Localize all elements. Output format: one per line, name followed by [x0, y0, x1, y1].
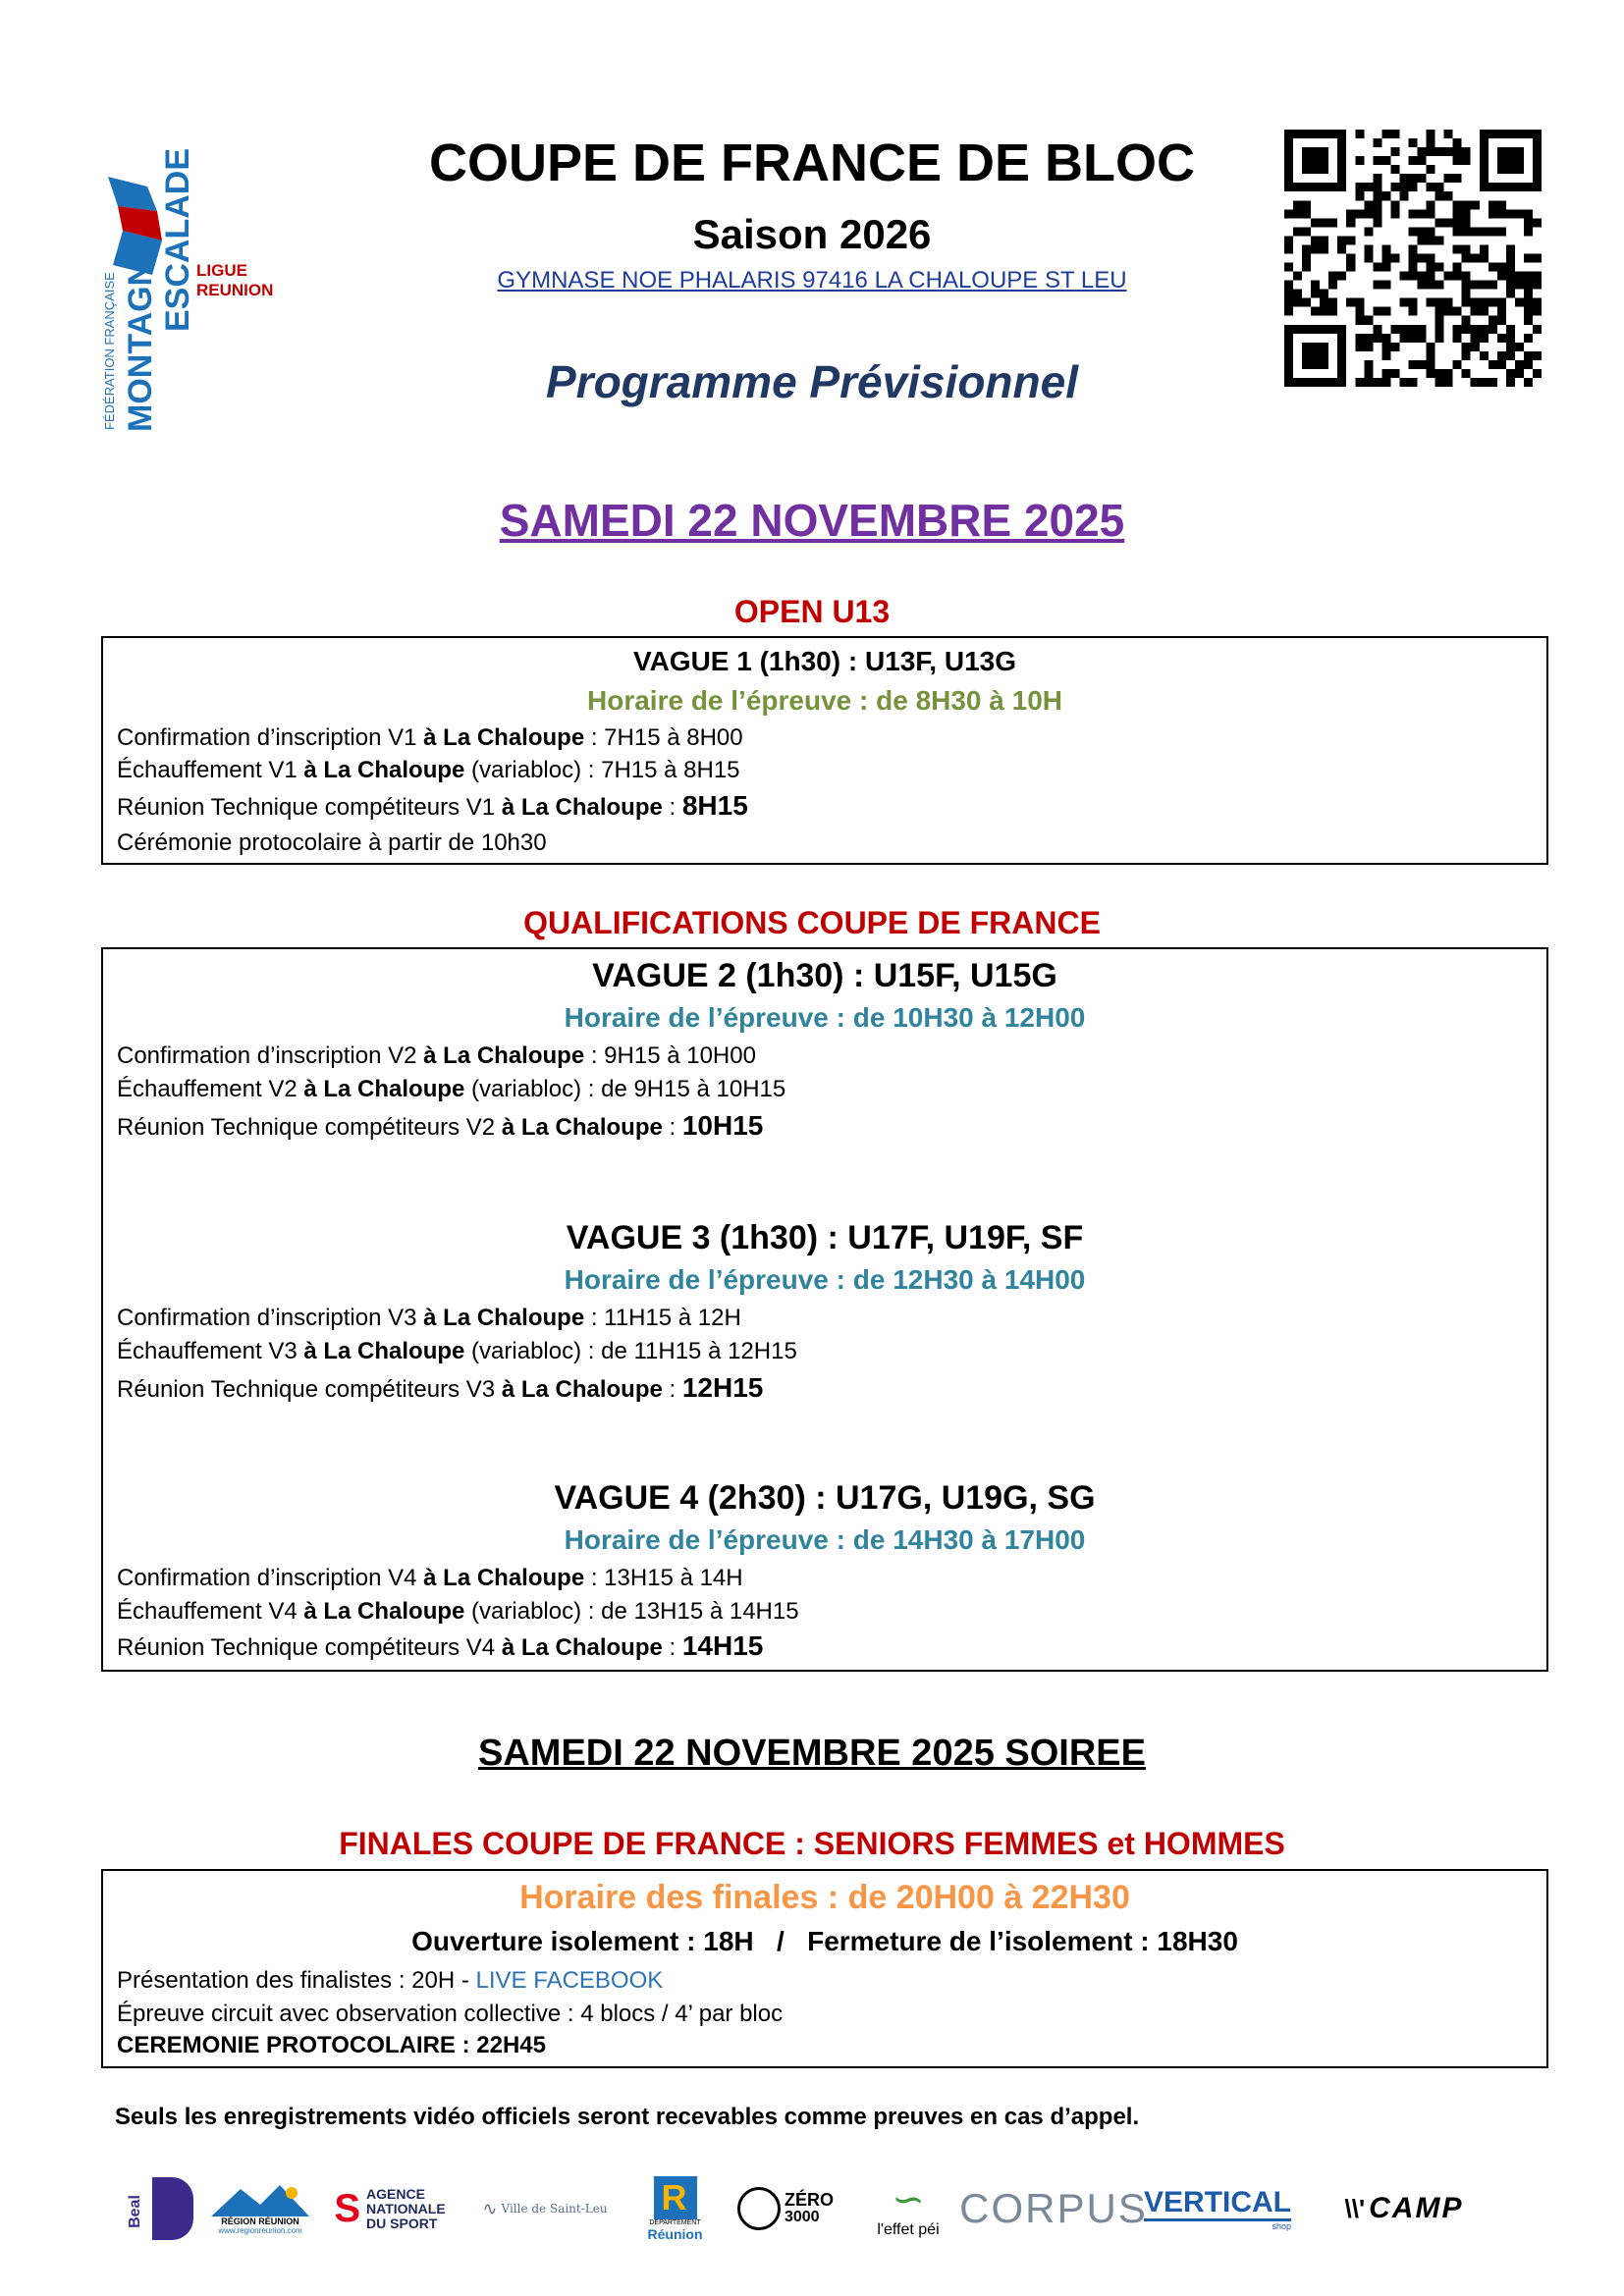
sponsor-corpus: CORPUS [959, 2185, 1148, 2231]
qr-module [1427, 343, 1435, 351]
wave-1-schedule: Horaire de l’épreuve : de 8H30 à 10H [587, 685, 1062, 716]
gecko-icon: ∽ [892, 2178, 925, 2221]
sponsor-zero-3000: ZÉRO 3000 [727, 2160, 844, 2258]
footer-note: Seuls les enregistrements vidéo officiels seront recevables comme preuves en cas d’appel. [115, 2104, 1140, 2130]
sponsor-saint-leu: ∿ Ville de Saint-Leu [482, 2198, 608, 2218]
zero-circle-icon [737, 2187, 781, 2230]
qr-module [1293, 298, 1302, 307]
mountain-icon [211, 2183, 309, 2216]
wave-3-line: Confirmation d’inscription V3 à La Chaloupe : 11H15 à 12H [117, 1305, 741, 1331]
qr-module [1381, 334, 1390, 343]
qr-module [1373, 334, 1381, 343]
qr-module [1444, 298, 1453, 307]
qr-module [1471, 334, 1480, 343]
qualifs-title: QUALIFICATIONS COUPE DE FRANCE [523, 905, 1101, 940]
qr-module [1497, 307, 1506, 316]
wave-3-title: VAGUE 3 (1h30) : U17F, U19F, SF [566, 1219, 1084, 1256]
qr-module [1390, 325, 1399, 334]
qr-module [1355, 334, 1364, 343]
qr-module [1506, 343, 1515, 351]
finales-ceremony-line: CEREMONIE PROTOCOLAIRE : 22H45 [117, 2032, 546, 2058]
logo-montagne: MONTAGNE [122, 240, 159, 432]
wave-2-line: Réunion Technique compétiteurs V2 à La Chaloupe : 10H15 [117, 1110, 764, 1141]
qr-module [1399, 298, 1408, 307]
wave-3-schedule: Horaire de l’épreuve : de 12H30 à 14H00 [564, 1264, 1086, 1295]
finales-box [101, 1869, 1548, 2068]
qr-module [1355, 298, 1364, 307]
qr-module [1302, 343, 1311, 351]
qr-module [1302, 200, 1311, 209]
qr-module [1337, 325, 1346, 334]
wave-1-title: VAGUE 1 (1h30) : U13F, U13G [632, 646, 1017, 676]
qr-module [1408, 325, 1417, 334]
circuit-line: Épreuve circuit avec observation collective : 4 blocs / 4’ par bloc [117, 2001, 784, 2027]
qr-module [1337, 343, 1346, 351]
qr-module [1489, 316, 1497, 325]
wave-3-line: Échauffement V3 à La Chaloupe (variabloc) : de 11H15 à 12H15 [117, 1338, 797, 1364]
qr-module [1320, 307, 1328, 316]
wave-4-line: Confirmation d’inscription V4 à La Chaloupe : 13H15 à 14H [117, 1565, 743, 1591]
qr-module [1533, 307, 1542, 316]
qr-module [1524, 316, 1533, 325]
qr-module [1515, 298, 1524, 307]
departement-r-icon: R [654, 2176, 697, 2219]
presentation-line: Présentation des finalistes : 20H - LIVE FACEBOOK [117, 1967, 664, 1994]
qr-module [1418, 334, 1427, 343]
qr-module [1320, 325, 1328, 334]
day-title: SAMEDI 22 NOVEMBRE 2025 [499, 495, 1125, 546]
logo-ligue: LIGUE [196, 261, 247, 280]
qr-module [1471, 307, 1480, 316]
qr-module [1408, 298, 1417, 307]
qr-module [1480, 298, 1489, 307]
qr-module [1427, 200, 1435, 209]
qr-module [1381, 307, 1390, 316]
qr-module [1364, 200, 1373, 209]
qr-module [1453, 307, 1462, 316]
qr-module [1408, 307, 1417, 316]
wave-1-line: Réunion Technique compétiteurs V1 à La Chaloupe : 8H15 [117, 790, 748, 821]
qr-module [1462, 200, 1471, 209]
sponsor-region-reunion: RÉGION RÉUNION www.regionreunion.com [206, 2160, 314, 2258]
qr-module [1355, 343, 1364, 351]
wave-1-line: Confirmation d’inscription V1 à La Chaloupe : 7H15 à 8H00 [117, 724, 743, 751]
qr-module [1489, 298, 1497, 307]
page-title: COUPE DE FRANCE DE BLOC [428, 133, 1196, 192]
qr-module [1311, 307, 1320, 316]
qr-module [1355, 307, 1364, 316]
ceremony-line: Cérémonie protocolaire à partir de 10h30 [117, 829, 547, 856]
qr-module [1284, 325, 1293, 334]
qr-module [1373, 200, 1381, 209]
qr-module [1444, 307, 1453, 316]
qr-module [1462, 325, 1471, 334]
programme-title: Programme Prévisionnel [546, 356, 1078, 407]
qr-module [1435, 298, 1444, 307]
qr-module [1364, 343, 1373, 351]
qr-module [1480, 325, 1489, 334]
qr-module [1497, 334, 1506, 343]
qr-module [1506, 325, 1515, 334]
qr-module [1435, 334, 1444, 343]
wave-2-line: Confirmation d’inscription V2 à La Chaloupe : 9H15 à 10H00 [117, 1042, 756, 1069]
qr-module [1364, 334, 1373, 343]
wave-icon: ∿ [482, 2198, 498, 2218]
venue-address-link[interactable]: GYMNASE NOE PHALARIS 97416 LA CHALOUPE ST LEU [497, 267, 1127, 294]
logo-reunion: REUNION [196, 281, 274, 299]
qr-module [1427, 298, 1435, 307]
qr-module [1453, 334, 1462, 343]
qr-module [1337, 334, 1346, 343]
qr-module [1320, 298, 1328, 307]
isolation-times: Ouverture isolement : 18H / Fermeture de l’isolement : 18H30 [411, 1926, 1238, 1956]
sponsor-effet-pei: ∽ l'effet péi [877, 2178, 940, 2238]
wave-4-title: VAGUE 4 (2h30) : U17G, U19G, SG [554, 1479, 1096, 1517]
sponsor-ans: S AGENCE NATIONALE DU SPORT [334, 2185, 446, 2231]
qr-module [1453, 325, 1462, 334]
wave-1-line: Échauffement V1 à La Chaloupe (variabloc) : 7H15 à 8H15 [117, 757, 740, 783]
qr-module [1462, 343, 1471, 351]
ans-s-icon: S [334, 2186, 361, 2230]
qr-module [1284, 334, 1293, 343]
camp-mark-icon: \\' [1344, 2193, 1366, 2223]
sponsor-departement: R DÉPARTEMENT Réunion [647, 2176, 703, 2242]
qr-module [1462, 316, 1471, 325]
qr-module [1311, 325, 1320, 334]
qr-module [1364, 316, 1373, 325]
wave-2-line: Échauffement V2 à La Chaloupe (variabloc) : de 9H15 à 10H15 [117, 1076, 786, 1102]
qr-module [1471, 325, 1480, 334]
wave-3-line: Réunion Technique compétiteurs V3 à La Chaloupe : 12H15 [117, 1372, 764, 1403]
qr-module [1515, 343, 1524, 351]
live-facebook-link[interactable]: LIVE FACEBOOK [475, 1967, 664, 1994]
sponsor-beal: Beal [128, 2160, 196, 2258]
finales-schedule: Horaire des finales : de 20H00 à 22H30 [519, 1879, 1130, 1916]
qr-module [1320, 343, 1328, 351]
logo-fed-line: FÉDÉRATION FRANÇAISE [102, 272, 117, 430]
qr-module [1506, 334, 1515, 343]
qr-module [1284, 343, 1293, 351]
wave-4-line: Échauffement V4 à La Chaloupe (variabloc) : de 13H15 à 14H15 [117, 1598, 799, 1625]
wave-4-line: Réunion Technique compétiteurs V4 à La Chaloupe : 14H15 [117, 1630, 764, 1661]
open-u13-box [101, 636, 1548, 865]
qr-module [1302, 325, 1311, 334]
qr-module [1381, 343, 1390, 351]
qr-module [1480, 307, 1489, 316]
qr-module [1524, 334, 1533, 343]
qr-module [1524, 307, 1533, 316]
qr-module [1390, 343, 1399, 351]
wave-2-title: VAGUE 2 (1h30) : U15F, U15G [592, 957, 1057, 994]
qr-module [1311, 343, 1320, 351]
qr-module [1471, 200, 1480, 209]
qr-module [1462, 298, 1471, 307]
soiree-title: SAMEDI 22 NOVEMBRE 2025 SOIREE [478, 1733, 1146, 1774]
qr-module [1435, 325, 1444, 334]
sponsor-camp: \\' CAMP [1344, 2192, 1464, 2224]
qr-module [1533, 298, 1542, 307]
qr-module [1355, 316, 1364, 325]
wave-2-schedule: Horaire de l’épreuve : de 10H30 à 12H00 [564, 1002, 1086, 1033]
qr-module [1293, 325, 1302, 334]
qr-module [1418, 325, 1427, 334]
qr-module [1373, 325, 1381, 334]
qr-module [1328, 325, 1337, 334]
qr-module [1399, 325, 1408, 334]
qr-module [1471, 298, 1480, 307]
qr-module [1399, 334, 1408, 343]
finales-title: FINALES COUPE DE FRANCE : SENIORS FEMMES et HOMMES [339, 1826, 1285, 1861]
sponsor-vertical: VERTICAL shop [1144, 2185, 1291, 2231]
qr-module [1390, 200, 1399, 209]
qr-module [1284, 298, 1293, 307]
logo-escalade: ESCALADE [159, 147, 196, 332]
qr-module [1435, 316, 1444, 325]
qr-module [1480, 334, 1489, 343]
season-label: Saison 2026 [692, 211, 932, 257]
qr-module [1489, 325, 1497, 334]
qr-module [1408, 334, 1417, 343]
qr-module [1453, 200, 1462, 209]
qr-module [1524, 298, 1533, 307]
qualifs-box [101, 947, 1548, 1672]
qr-module [1435, 307, 1444, 316]
qr-module [1328, 298, 1337, 307]
qr-module [1497, 316, 1506, 325]
qr-module [1284, 307, 1293, 316]
qr-module [1302, 298, 1311, 307]
qr-module [1497, 298, 1506, 307]
qr-module [1471, 343, 1480, 351]
qr-module [1533, 325, 1542, 334]
open-u13-title: OPEN U13 [733, 594, 891, 629]
qr-module [1373, 307, 1381, 316]
qr-module [1293, 200, 1302, 209]
qr-module [1346, 298, 1355, 307]
qr-module [1497, 200, 1506, 209]
wave-4-schedule: Horaire de l’épreuve : de 14H30 à 17H00 [564, 1524, 1086, 1555]
qr-module [1328, 307, 1337, 316]
qr-module [1489, 200, 1497, 209]
